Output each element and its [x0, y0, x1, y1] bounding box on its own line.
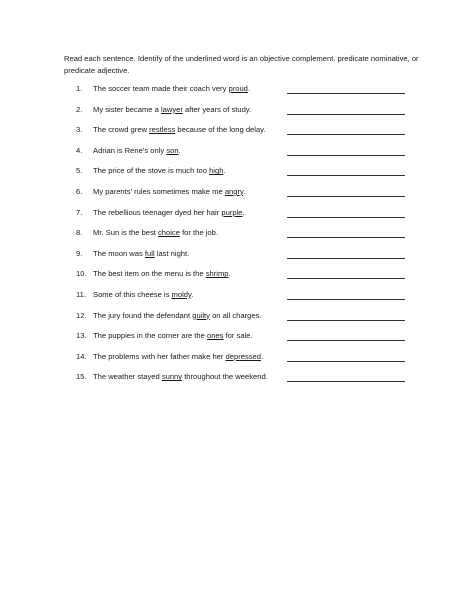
- question-number: 14.: [76, 351, 87, 361]
- question-item: [76, 249, 406, 270]
- question-item: [76, 105, 406, 126]
- sentence-end: after years of study.: [182, 104, 252, 114]
- answer-blank[interactable]: [287, 299, 405, 300]
- question-sentence: [93, 208, 245, 218]
- sentence-end: last night.: [154, 248, 190, 258]
- underlined-word: ones: [206, 331, 224, 341]
- sentence-end: on all charges.: [209, 310, 262, 320]
- sentence-end: .: [243, 186, 246, 196]
- question-number: 4.: [76, 145, 83, 155]
- answer-blank[interactable]: [287, 93, 405, 94]
- question-item: [76, 290, 406, 311]
- question-item: [76, 331, 406, 352]
- sentence-start: Adrian is Rene’s only: [93, 145, 167, 155]
- underlined-word: moldy: [171, 289, 192, 299]
- sentence-end: .: [191, 289, 194, 299]
- question-number: 15.: [76, 372, 87, 382]
- sentence-end: throughout the weekend.: [182, 372, 268, 382]
- question-number: 13.: [76, 331, 87, 341]
- question-number: 3.: [76, 125, 83, 135]
- sentence-start: The price of the stove is much too: [93, 166, 210, 176]
- question-sentence: [93, 372, 268, 382]
- question-sentence: [93, 311, 261, 321]
- question-sentence: [93, 228, 218, 238]
- answer-blank[interactable]: [287, 381, 405, 382]
- question-number: 12.: [76, 310, 87, 320]
- underlined-word: choice: [158, 228, 180, 238]
- question-number: 10.: [76, 269, 87, 279]
- sentence-start: The weather stayed: [93, 372, 162, 382]
- question-item: [76, 311, 406, 332]
- question-item: [76, 187, 406, 208]
- sentence-end: .: [247, 84, 251, 93]
- underlined-word: high: [209, 166, 224, 176]
- question-number: 9.: [76, 248, 83, 258]
- question-number: 5.: [76, 166, 83, 176]
- underlined-word: son: [166, 145, 179, 155]
- underlined-word: shrimp: [205, 269, 229, 279]
- question-item: [76, 228, 406, 249]
- instructions-text: Read each sentence. Identify of the underlined word is an objective complement. predicate nominative, or predicate adjective.: [64, 54, 419, 75]
- question-sentence: [93, 146, 181, 156]
- question-number: 6.: [76, 186, 83, 196]
- question-number: 8.: [76, 228, 83, 238]
- underlined-word: lawyer: [160, 104, 183, 114]
- question-sentence: [93, 249, 189, 259]
- sentence-start: The crowd grew: [93, 125, 150, 135]
- sentence-end: .: [261, 351, 264, 361]
- underlined-word: proud: [228, 84, 248, 93]
- question-number: 2.: [76, 104, 83, 114]
- question-sentence: [93, 290, 193, 300]
- question-number: 1.: [76, 84, 83, 93]
- answer-blank[interactable]: [287, 320, 405, 321]
- question-item: [76, 166, 406, 187]
- underlined-word: restless: [149, 125, 176, 135]
- answer-blank[interactable]: [287, 155, 405, 156]
- sentence-end: for sale.: [223, 331, 253, 341]
- sentence-end: because of the long delay.: [175, 125, 266, 135]
- sentence-start: Some of this cheese is: [93, 289, 172, 299]
- answer-blank[interactable]: [287, 258, 405, 259]
- question-sentence: [93, 166, 226, 176]
- underlined-word: full: [144, 248, 155, 258]
- sentence-end: .: [242, 207, 245, 217]
- underlined-word: guilty: [192, 310, 210, 320]
- sentence-end: .: [178, 145, 181, 155]
- question-item: [76, 269, 406, 290]
- question-number: 7.: [76, 207, 83, 217]
- answer-blank[interactable]: [287, 340, 405, 341]
- question-list: [76, 84, 406, 393]
- question-sentence: [93, 331, 253, 341]
- question-sentence: [93, 105, 251, 115]
- underlined-word: depressed: [225, 351, 261, 361]
- sentence-start: Mr. Sun is the best: [93, 228, 158, 238]
- underlined-word: purple: [221, 207, 243, 217]
- sentence-start: The best item on the menu is the: [93, 269, 206, 279]
- answer-blank[interactable]: [287, 237, 405, 238]
- sentence-start: The puppies in the corner are the: [93, 331, 207, 341]
- answer-blank[interactable]: [287, 175, 405, 176]
- answer-blank[interactable]: [287, 196, 405, 197]
- question-sentence: [93, 125, 266, 135]
- answer-blank[interactable]: [287, 278, 405, 279]
- question-sentence: [93, 187, 245, 197]
- sentence-start: The problems with her father make her: [93, 351, 226, 361]
- answer-blank[interactable]: [287, 361, 405, 362]
- question-sentence: [93, 84, 250, 94]
- question-item: [76, 352, 406, 373]
- answer-blank[interactable]: [287, 134, 405, 135]
- underlined-word: angry: [224, 186, 244, 196]
- question-sentence: [93, 269, 231, 279]
- underlined-word: sunny: [161, 372, 183, 382]
- question-item: [76, 84, 406, 105]
- sentence-start: The jury found the defendant: [93, 310, 193, 320]
- sentence-end: .: [228, 269, 231, 279]
- question-sentence: [93, 352, 263, 362]
- answer-blank[interactable]: [287, 217, 405, 218]
- question-number: 11.: [76, 289, 86, 299]
- sentence-end: for the job.: [179, 228, 218, 238]
- question-item: [76, 372, 406, 393]
- question-item: [76, 146, 406, 167]
- question-item: [76, 208, 406, 229]
- sentence-start: My parents’ rules sometimes make me: [93, 186, 225, 196]
- sentence-end: .: [223, 166, 226, 176]
- answer-blank[interactable]: [287, 114, 405, 115]
- sentence-start: My sister became a: [93, 104, 161, 114]
- sentence-start: The soccer team made their coach very: [93, 84, 229, 93]
- sentence-start: The moon was: [93, 248, 145, 258]
- sentence-start: The rebellious teenager dyed her hair: [93, 207, 222, 217]
- question-item: [76, 125, 406, 146]
